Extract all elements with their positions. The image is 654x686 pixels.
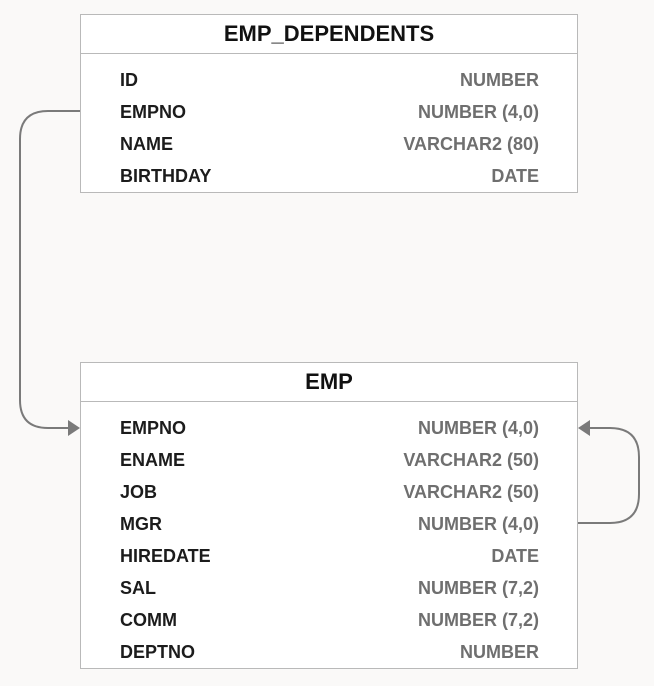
column-row[interactable] xyxy=(81,572,577,604)
column-row[interactable] xyxy=(81,508,577,540)
column-type: VARCHAR2 (50) xyxy=(403,482,539,502)
column-name: EMPNO xyxy=(120,418,187,438)
column-row[interactable] xyxy=(81,412,577,444)
column-type: DATE xyxy=(491,166,539,186)
column-name: JOB xyxy=(120,482,158,502)
column-row[interactable] xyxy=(81,160,577,192)
entity-title: EMP xyxy=(81,363,577,402)
column-type: NUMBER xyxy=(460,70,539,90)
column-name: HIREDATE xyxy=(120,546,211,566)
column-row[interactable] xyxy=(81,444,577,476)
column-type: NUMBER (4,0) xyxy=(417,514,539,534)
column-type: NUMBER (4,0) xyxy=(417,418,539,438)
column-name: BIRTHDAY xyxy=(120,166,212,186)
column-name: ID xyxy=(120,70,138,90)
arrowhead-icon xyxy=(578,420,590,436)
column-name: NAME xyxy=(120,134,173,154)
column-list xyxy=(81,402,577,668)
column-type: NUMBER (7,2) xyxy=(417,610,539,630)
column-row[interactable] xyxy=(81,96,577,128)
column-list xyxy=(81,54,577,192)
column-type: VARCHAR2 (80) xyxy=(403,134,539,154)
fk-connector-emp-mgr-to-emp-empno xyxy=(578,428,639,523)
column-name: ENAME xyxy=(120,450,186,470)
column-row[interactable] xyxy=(81,476,577,508)
column-name: SAL xyxy=(120,578,156,598)
column-row[interactable] xyxy=(81,636,577,668)
entity-title: EMP_DEPENDENTS xyxy=(81,15,577,54)
column-name: EMPNO xyxy=(120,102,187,122)
entity-emp[interactable] xyxy=(80,362,578,669)
column-row[interactable] xyxy=(81,64,577,96)
column-row[interactable] xyxy=(81,540,577,572)
column-name: COMM xyxy=(120,610,177,630)
arrowhead-icon xyxy=(68,420,80,436)
column-type: NUMBER (4,0) xyxy=(417,102,539,122)
column-type: DATE xyxy=(491,546,539,566)
entity-emp-dependents[interactable] xyxy=(80,14,578,193)
column-name: DEPTNO xyxy=(120,642,196,662)
column-type: NUMBER (7,2) xyxy=(417,578,539,598)
column-type: NUMBER xyxy=(460,642,539,662)
column-row[interactable] xyxy=(81,604,577,636)
column-row[interactable] xyxy=(81,128,577,160)
fk-connector-dependents-empno-to-emp-empno xyxy=(20,111,80,428)
column-type: VARCHAR2 (50) xyxy=(403,450,539,470)
column-name: MGR xyxy=(120,514,162,534)
